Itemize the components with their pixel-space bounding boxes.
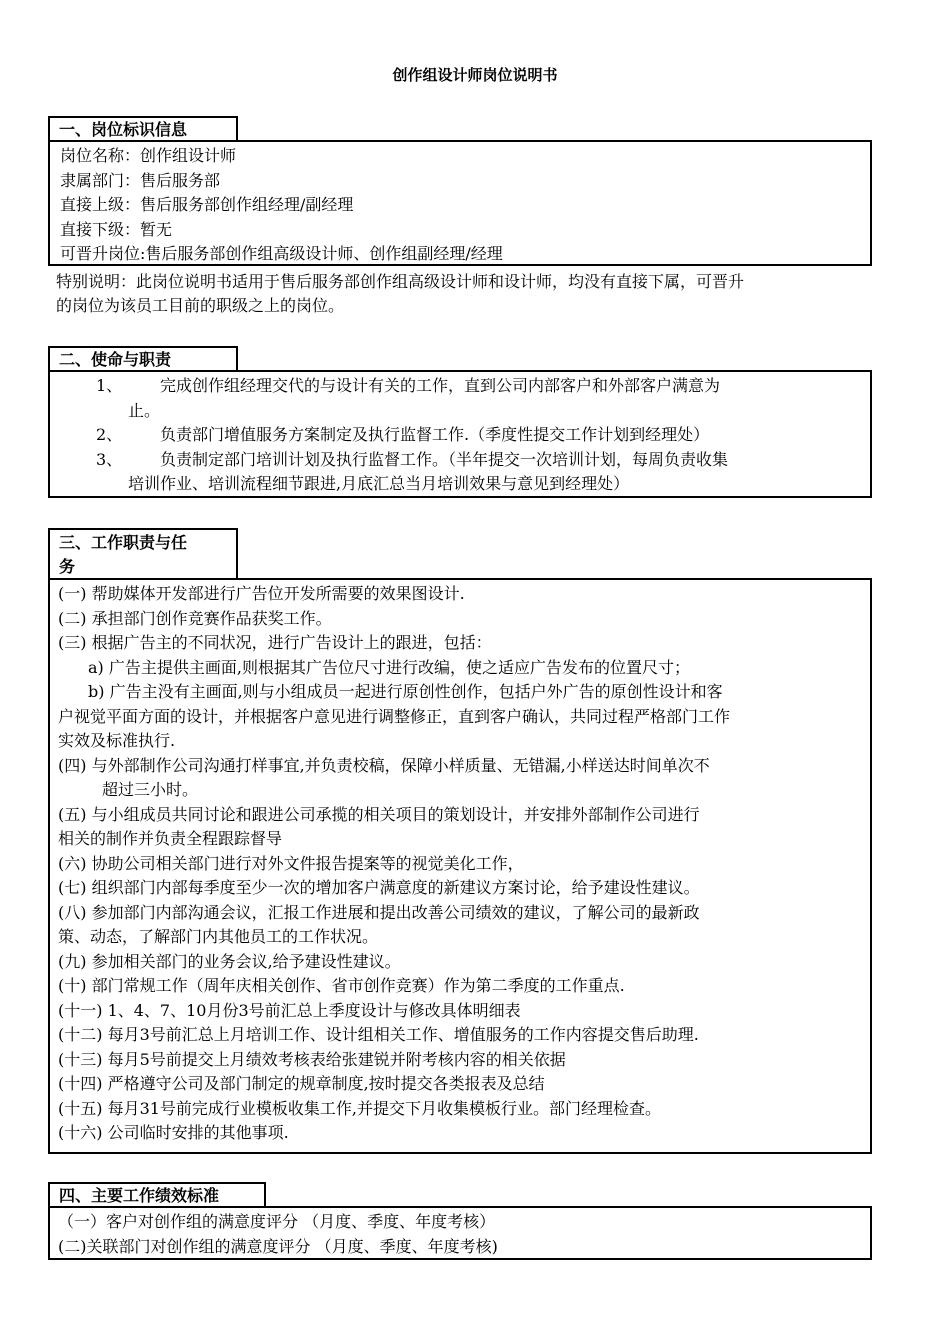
duty-line: (十五) 每月31号前完成行业模板收集工作,并提交下月收集模板行业。部门经理检查。	[58, 1098, 662, 1118]
section1-box	[48, 140, 872, 266]
promotion-line: 可晋升岗位:售后服务部创作组高级设计师、创作组副经理/经理	[60, 244, 503, 263]
department-line: 隶属部门：售后服务部	[60, 170, 221, 190]
mission-item-3-number: 3、	[96, 449, 123, 469]
duty-line-cont: 超过三小时。	[102, 780, 199, 799]
kpi-line-1: （一）客户对创作组的满意度评分 （月度、季度、年度考核）	[58, 1212, 496, 1231]
mission-item-1	[50, 374, 870, 399]
duty-line: (十四) 严格遵守公司及部门制定的规章制度,按时提交各类报表及总结	[58, 1074, 545, 1093]
duty-line: (四) 与外部制作公司沟通打样事宜,并负责校稿，保障小样质量、无错漏,小样送达时间单次不	[58, 755, 710, 775]
duty-line: (七) 组织部门内部每季度至少一次的增加客户满意度的新建议方案讨论，给予建设性建议。	[58, 878, 700, 897]
mission-item-1-text: 完成创作组经理交代的与设计有关的工作，直到公司内部客户和外部客户满意为	[160, 376, 721, 395]
duty-line: (十六) 公司临时安排的其他事项.	[58, 1123, 289, 1142]
section3-box	[48, 578, 872, 1154]
section1-heading: 一、岗位标识信息	[48, 116, 238, 140]
duty-line: (八) 参加部门内部沟通会议，汇报工作进展和提出改善公司绩效的建议，了解公司的最新政	[58, 902, 700, 922]
mission-item-1-cont: 止。	[128, 400, 161, 420]
supervisor-line: 直接上级：售后服务部创作组经理/副经理	[60, 195, 354, 214]
duty-line: (十三) 每月5号前提交上月绩效考核表给张建锐并附考核内容的相关依据	[58, 1049, 566, 1069]
duty-line: 相关的制作并负责全程跟踪督导	[58, 829, 283, 848]
section2-box	[48, 370, 872, 498]
mission-item-2-number: 2、	[96, 425, 123, 444]
mission-item-1-number: 1、	[96, 376, 123, 395]
special-note-line1: 特别说明：此岗位说明书适用于售后服务部创作组高级设计师和设计师，均没有直接下属，可晋升	[56, 272, 745, 291]
duty-line: (十一) 1、4、7、10月份3号前汇总上季度设计与修改具体明细表	[58, 1000, 521, 1020]
duty-line: (十二) 每月3号前汇总上月培训工作、设计组相关工作、增值服务的工作内容提交售后助理.	[58, 1025, 699, 1044]
section3-heading	[48, 528, 238, 578]
duty-subline-b: b) 广告主没有主画面,则与小组成员一起进行原创性创作，包括户外广告的原创性设计和客	[88, 682, 723, 701]
duty-line: 策、动态，了解部门内其他员工的工作状况。	[58, 927, 379, 946]
job-title-line: 岗位名称：创作组设计师	[60, 146, 237, 165]
special-note-line2: 的岗位为该员工目前的职级之上的岗位。	[56, 296, 345, 315]
duty-line: 实效及标准执行.	[58, 731, 176, 750]
duty-line: (三) 根据广告主的不同状况，进行广告设计上的跟进，包括：	[58, 633, 492, 652]
duty-line: (一) 帮助媒体开发部进行广告位开发所需要的效果图设计.	[58, 584, 465, 603]
mission-item-3-cont: 培训作业、培训流程细节跟进,月底汇总当月培训效果与意见到经理处）	[128, 474, 630, 493]
mission-item-2	[50, 423, 870, 448]
section4-heading: 四、主要工作绩效标准	[48, 1182, 266, 1206]
mission-item-3	[50, 448, 870, 473]
mission-item-3-text: 负责制定部门培训计划及执行监督工作。（半年提交一次培训计划，每周负责收集	[160, 449, 729, 469]
duty-subline-a: a) 广告主提供主画面,则根据其广告位尺寸进行改编，使之适应广告发布的位置尺寸；	[88, 657, 690, 677]
duty-line: (六) 协助公司相关部门进行对外文件报告提案等的视觉美化工作，	[58, 853, 524, 873]
section2-heading: 二、使命与职责	[48, 346, 238, 370]
section3-heading-line2: 务	[59, 557, 76, 576]
duty-line: 户视觉平面方面的设计，并根据客户意见进行调整修正，直到客户确认，共同过程严格部门工作	[58, 706, 731, 726]
duty-line: (二) 承担部门创作竞赛作品获奖工作。	[58, 608, 332, 628]
mission-item-2-text: 负责部门增值服务方案制定及执行监督工作.（季度性提交工作计划到经理处）	[160, 425, 710, 444]
subordinate-line: 直接下级：暂无	[60, 219, 173, 239]
document-title: 创作组设计师岗位说明书	[392, 66, 558, 84]
duty-line: (九) 参加相关部门的业务会议,给予建设性建议。	[58, 951, 401, 971]
section4-box	[48, 1206, 872, 1260]
section3-heading-line1: 三、工作职责与任	[59, 533, 188, 552]
duty-line: (十) 部门常规工作（周年庆相关创作、省市创作竞赛）作为第二季度的工作重点.	[58, 976, 625, 995]
kpi-line-2: (二)关联部门对创作组的满意度评分 （月度、季度、年度考核)	[58, 1236, 498, 1256]
duty-line: (五) 与小组成员共同讨论和跟进公司承揽的相关项目的策划设计，并安排外部制作公司进行	[58, 804, 700, 824]
